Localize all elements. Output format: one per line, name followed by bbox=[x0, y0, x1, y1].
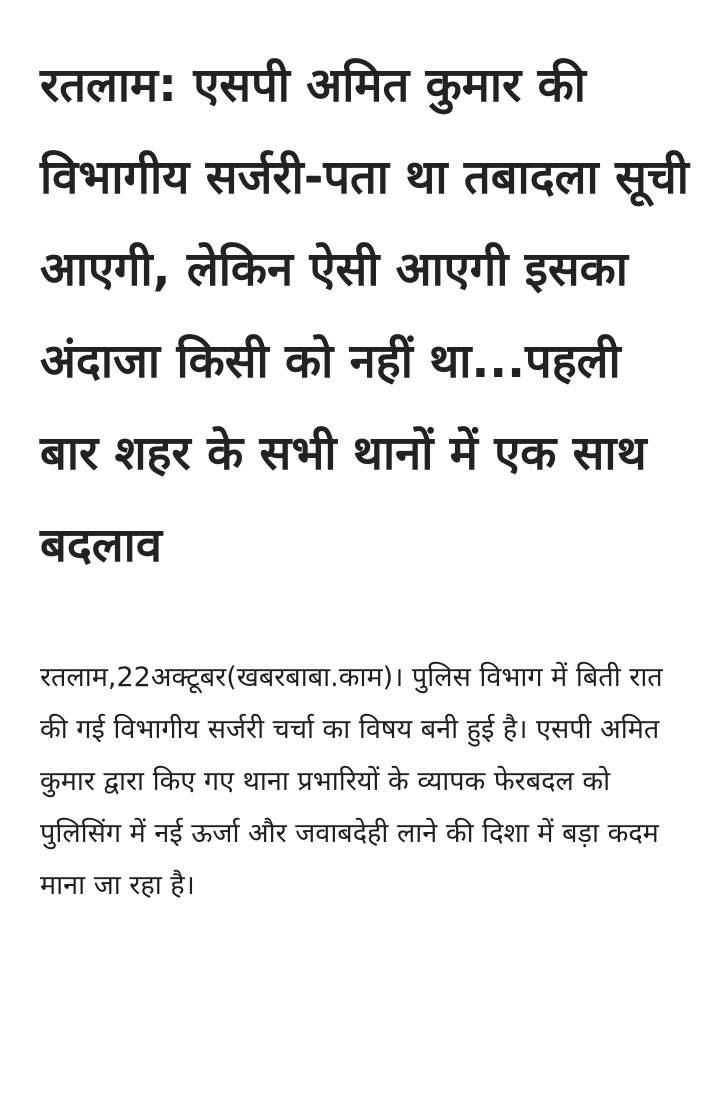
article-body-paragraph: रतलाम,22अक्टूबर(खबरबाबा.काम)। पुलिस विभाग में बिती रात की गई विभागीय सर्जरी चर्चा का विषय बनी हुई है। एसपी अमित कुमार द्वारा किए गए थाना प्रभारियों के व्यापक फेरबदल को पुलिसिंग में नई ऊर्जा और जवाबदेही लाने की दिशा में बड़ा कदम माना जा रहा है। bbox=[40, 662, 663, 901]
article-headline: रतलाम: एसपी अमित कुमार की विभागीय सर्जरी-पता था तबादला सूची आएगी, लेकिन ऐसी आएगी इसका अंदाजा किसी को नहीं था...पहली बार शहर के सभी थानों में एक साथ बदलाव bbox=[40, 58, 689, 573]
article bbox=[40, 40, 690, 912]
